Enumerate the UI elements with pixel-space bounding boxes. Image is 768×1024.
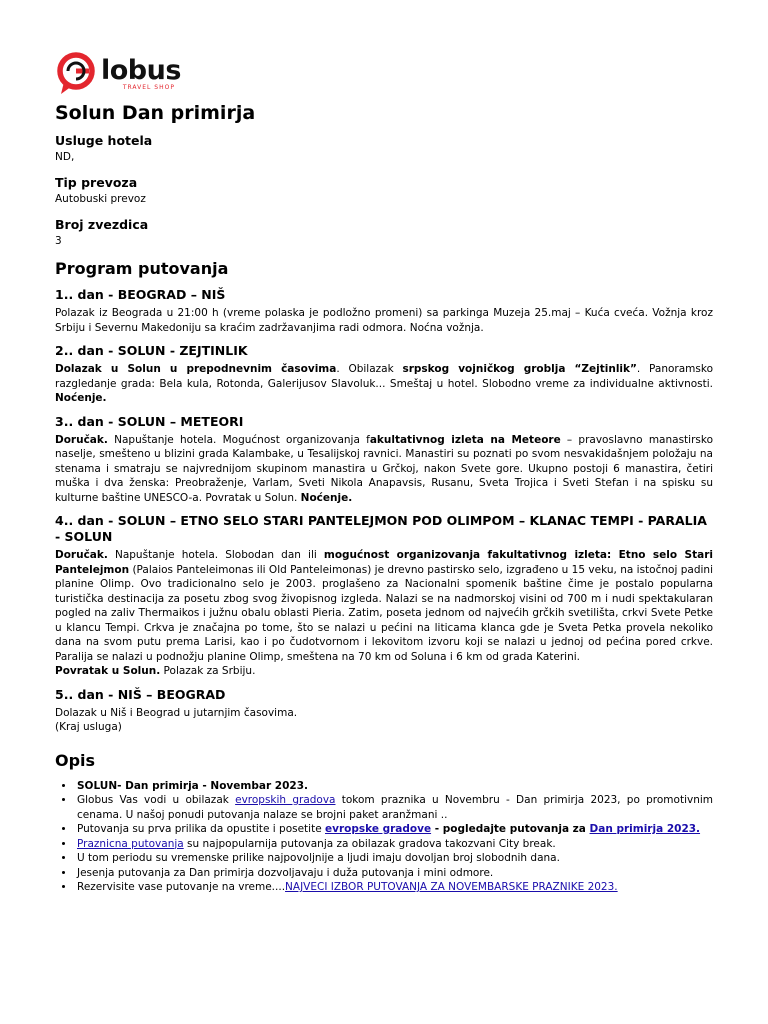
day-1-text: Polazak iz Beograda u 21:00 h (vreme polaska je podložno promeni) sa parkinga Muzeja 25.maj – Kuća cveća. Vožnja kroz Srbiju i Severnu Makedoniju sa kraćim zadržavanjima radi odmora. Noćna vožnja. [55, 307, 713, 334]
field-label-hotel-services: Usluge hotela [55, 133, 153, 148]
field-label-transport: Tip prevoza [55, 175, 138, 190]
logo-tagline: TRAVEL SHOP [122, 84, 175, 91]
day-4-text: Doručak. Napuštanje hotela. Slobodan dan ili mogućnost organizovanja fakultativnog izleta: Etno selo Stari Pantelejmon (Palaios Panteleimonas ili Old Panteleimonas) je drevno pastirsko selo, izgrađeno u 15 veku, na istočnoj padini planine Olimp. Ovo tradicionalno selo je 2003. proglašeno za Nacionalni spomenik baštine čime je postalo popularna turistička destinacija za posetu zbog svog živopisnog izgleda. Nalazi se na nadmorskoj visini od 700 m i nudi spektakularan pogled na zaliv Thermaikos i južnu obalu oblasti Pieria. Zatim, poseta jednom od najvećih grčkih svetilišta, crkvi Svete Petke u klancu Tempi. Crkva je značajna po tome, što se nalazi u pećini na liticama klanca gde je Sveta Petka provela nekoliko dana na svom putu prema Larisi, kao i po čudotvornom i lekovitom izvoru koji se nalazi u jednoj od pećina pored crkve. Paralija se nalazi u podnožju planine Olimp, smeštena na 70 km od Soluna i 6 km od grada Katerini. Povratak u Solun. Polazak za Srbiju. [55, 549, 713, 677]
day-5-title: 5.. dan - NIŠ – BEOGRAD [55, 686, 226, 702]
field-value-stars: 3 [55, 235, 62, 247]
day-3-title: 3.. dan - SOLUN – METEORI [55, 413, 244, 429]
day-5-text: Dolazak u Niš i Beograd u jutarnjim časovima. (Kraj usluga) [55, 706, 298, 733]
field-value-transport: Autobuski prevoz [55, 193, 146, 205]
field-value-hotel-services: ND, [55, 151, 75, 163]
link-dan-primirja[interactable]: Dan primirja 2023. [589, 823, 701, 835]
globus-logo[interactable] [55, 52, 713, 96]
list-item: • U tom periodu su vremenske prilike najpovoljnije a ljudi imaju dovoljan broj slobodnih dana. [75, 851, 713, 866]
list-item: • SOLUN- Dan primirja - Novembar 2023. [75, 779, 713, 794]
list-item: • Jesenja putovanja za Dan primirja dozvoljavaju i duža putovanja i mini odmore. [75, 866, 713, 881]
link-najveci-izbor[interactable]: NAJVECI IZBOR PUTOVANJA ZA NOVEMBARSKE PRAZNIKE 2023. [285, 881, 618, 893]
list-item: • Praznicna putovanja su najpopularnija putovanja za obilazak gradova takozvani City break. [75, 837, 713, 852]
page-title: Solun Dan primirja [55, 102, 256, 124]
day-4-title: 4.. dan - SOLUN – ETNO SELO STARI PANTELEJMON POD OLIMPOM – KLANAC TEMPI - PARALIA - SOLUN [55, 513, 707, 544]
field-label-stars: Broj zvezdica [55, 217, 149, 232]
day-2-title: 2.. dan - SOLUN - ZEJTINLIK [55, 343, 248, 358]
day-2-text: Dolazak u Solun u prepodnevnim časovima. Obilazak srpskog vojničkog groblja “Zejtinlik”. Panoramsko razgledanje grada: Bela kula, Rotonda, Galerijusov Slavoluk... Smeštaj u hotel. Slobodno vreme za individualne aktivnosti. Noćenje. [55, 363, 713, 404]
opis-list [55, 779, 713, 895]
globus-pin-icon [55, 52, 99, 96]
list-item: • Rezervisite vase putovanje na vreme....NAJVECI IZBOR PUTOVANJA ZA NOVEMBARSKE PRAZNIKE 2023. [75, 880, 713, 895]
day-3-text: Doručak. Napuštanje hotela. Mogućnost organizovanja fakultativnog izleta na Meteore – pravoslavno manastirsko naselje, smešteno u blizini grada Kalambake, u Tesalijskoj ravnici. Manastiri su poznati po svom nesvakidašnjem položaju na stenama i smatraju se najvrednijom skupinom manastira u Grčkoj, nakon Svete gore. Ukupno postoji 6 manastira, četiri muška i dva ženska: Preobraženje, Varlam, Sveti Nikola Anapavsis, Rusanu, Sveta Trojica i Sveti Stefan i na spisku su kulturne baštine UNESCO-a. Povratak u Solun. Noćenje. [55, 433, 713, 504]
opis-heading: Opis [55, 750, 96, 770]
day-1-title: 1.. dan - BEOGRAD – NIŠ [55, 287, 226, 302]
link-evropske-gradove[interactable]: evropske gradove [325, 823, 432, 835]
logo-wordmark: lobus [101, 55, 181, 86]
link-evropskih-gradova[interactable]: evropskih gradova [235, 794, 336, 806]
list-item: • Globus Vas vodi u obilazak evropskih gradova tokom praznika u Novembru - Dan primirja 2023, po promotivnim cenama. U našoj ponudi putovanja nalaze se brojni paket aranžmani .. [75, 793, 713, 822]
program-heading: Program putovanja [55, 259, 229, 278]
link-praznicna-putovanja[interactable]: Praznicna putovanja [77, 837, 184, 850]
list-item: • Putovanja su prva prilika da opustite i posetite evropske gradove - pogledajte putovanja za Dan primirja 2023. [75, 822, 713, 837]
